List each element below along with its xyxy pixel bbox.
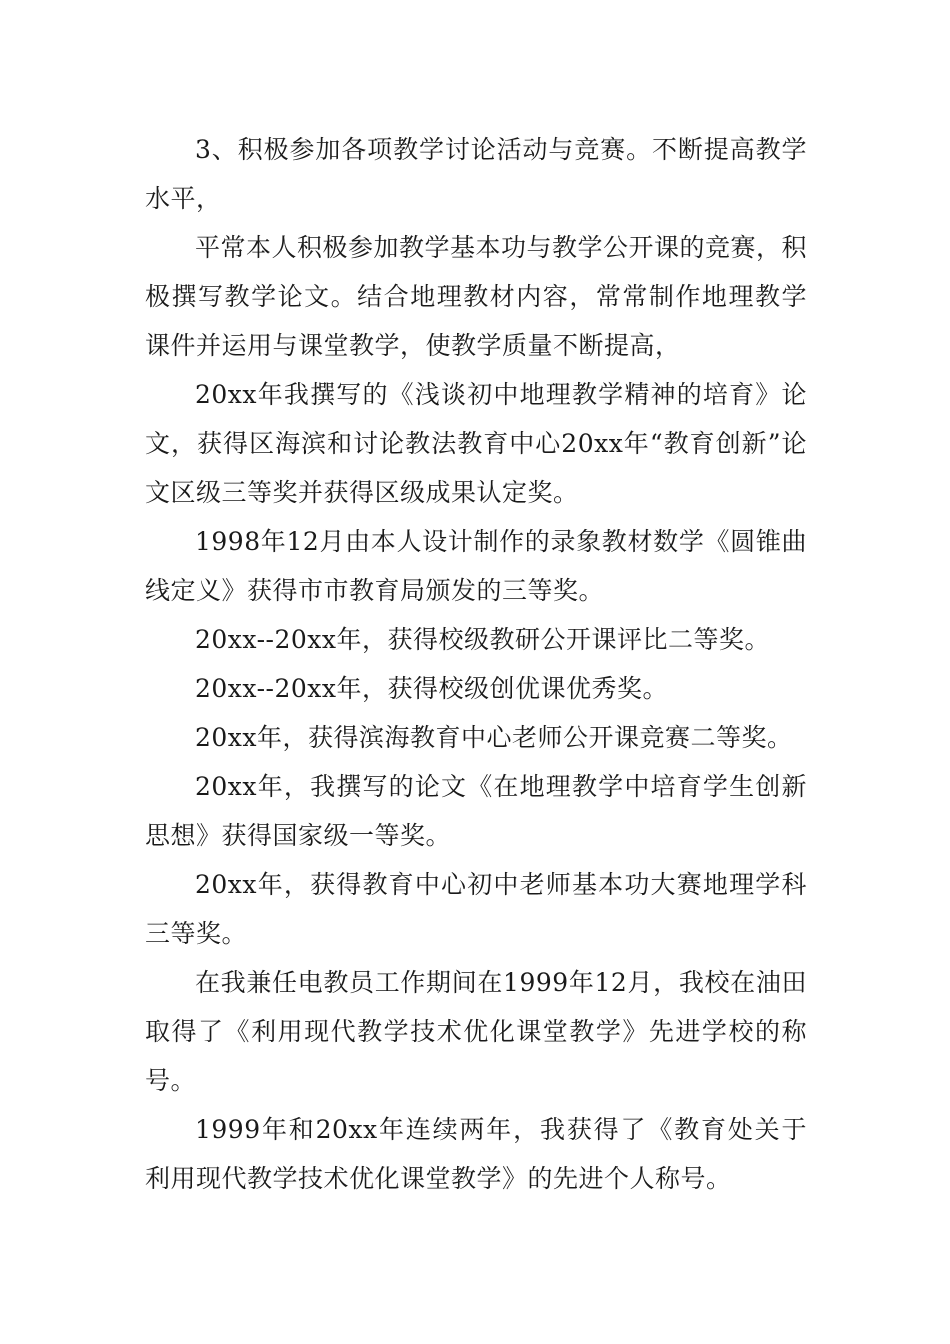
paragraph-9: 20xx年，获得教育中心初中老师基本功大赛地理学科三等奖。 (145, 870, 807, 948)
paragraph-2: 平常本人积极参加教学基本功与教学公开课的竞赛，积极撰写教学论文。结合地理教材内容，常常制作地理教学课件并运用与课堂教学，使教学质量不断提高， (145, 233, 808, 360)
paragraph-7: 20xx年，获得滨海教育中心老师公开课竞赛二等奖。 (195, 723, 793, 752)
paragraph-11: 1999年和20xx年连续两年，我获得了《教育处关于利用现代教学技术优化课堂教学》的先进个人称号。 (145, 1115, 807, 1193)
paragraph-1: 3、积极参加各项教学讨论活动与竞赛。不断提高教学水平， (145, 135, 807, 213)
paragraph-6: 20xx--20xx年，获得校级创优课优秀奖。 (195, 674, 668, 703)
document-body (145, 125, 807, 1203)
paragraph-10: 在我兼任电教员工作期间在1999年12月，我校在油田取得了《利用现代教学技术优化课堂教学》先进学校的称号。 (145, 968, 807, 1095)
paragraph-8: 20xx年，我撰写的论文《在地理教学中培育学生创新思想》获得国家级一等奖。 (145, 772, 807, 850)
paragraph-3: 20xx年我撰写的《浅谈初中地理教学精神的培育》论文，获得区海滨和讨论教法教育中心20xx年“教育创新”论文区级三等奖并获得区级成果认定奖。 (145, 380, 807, 507)
paragraph-5: 20xx--20xx年，获得校级教研公开课评比二等奖。 (195, 625, 770, 654)
paragraph-4: 1998年12月由本人设计制作的录象教材数学《圆锥曲线定义》获得市市教育局颁发的三等奖。 (145, 527, 807, 605)
